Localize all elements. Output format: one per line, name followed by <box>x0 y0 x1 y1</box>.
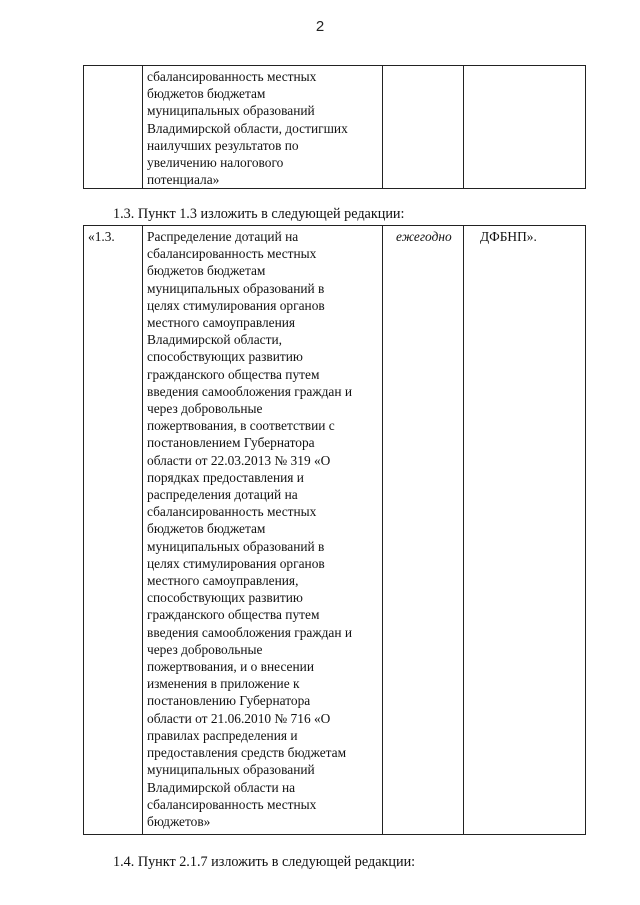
item-responsible: ДФБНП». <box>480 229 537 244</box>
number-cell <box>84 66 143 189</box>
table-row <box>84 66 586 189</box>
item-1-3-table <box>83 225 586 835</box>
page-number: 2 <box>315 18 325 35</box>
item-number: «1.3. <box>88 229 115 244</box>
description-cell <box>143 66 383 189</box>
description-cell <box>143 226 383 835</box>
continuation-table <box>83 65 586 189</box>
period-cell <box>383 66 464 189</box>
item-description: сбалансированность местных бюджетов бюджетам муниципальных образований Владимирской области, достигших наилучших результатов по увеличению налогового потенциала» <box>147 69 348 188</box>
section-heading-1-4: 1.4. Пункт 2.1.7 изложить в следующей редакции: <box>113 854 416 870</box>
section-heading-1-3: 1.3. Пункт 1.3 изложить в следующей редакции: <box>113 206 405 222</box>
responsible-cell <box>464 226 586 835</box>
period-cell <box>383 226 464 835</box>
table-row <box>84 226 586 835</box>
item-period: ежегодно <box>396 229 452 244</box>
item-description: Распределение дотаций на сбалансированность местных бюджетов бюджетам муниципальных образований в целях стимулирования органов местного самоуправления Владимирской области, способствующих развитию гражданского общества путем введения самообложения граждан и через добровольные пожертвования, в соответствии с постановлением Губернатора области от 22.03.2013 № 319 «О порядках предоставления и распределения дотаций на сбалансированность местных бюджетов бюджетам муниципальных образований в целях стимулирования органов местного самоуправления, способствующих развитию гражданского общества путем введения самообложения граждан и через добровольные пожертвования, и о внесении изменения в приложение к постановлению Губернатора области от 21.06.2010 № 716 «О правилах распределения и предоставления средств бюджетам муниципальных образований Владимирской области на сбалансированность местных бюджетов» <box>147 229 353 829</box>
number-cell <box>84 226 143 835</box>
responsible-cell <box>464 66 586 189</box>
